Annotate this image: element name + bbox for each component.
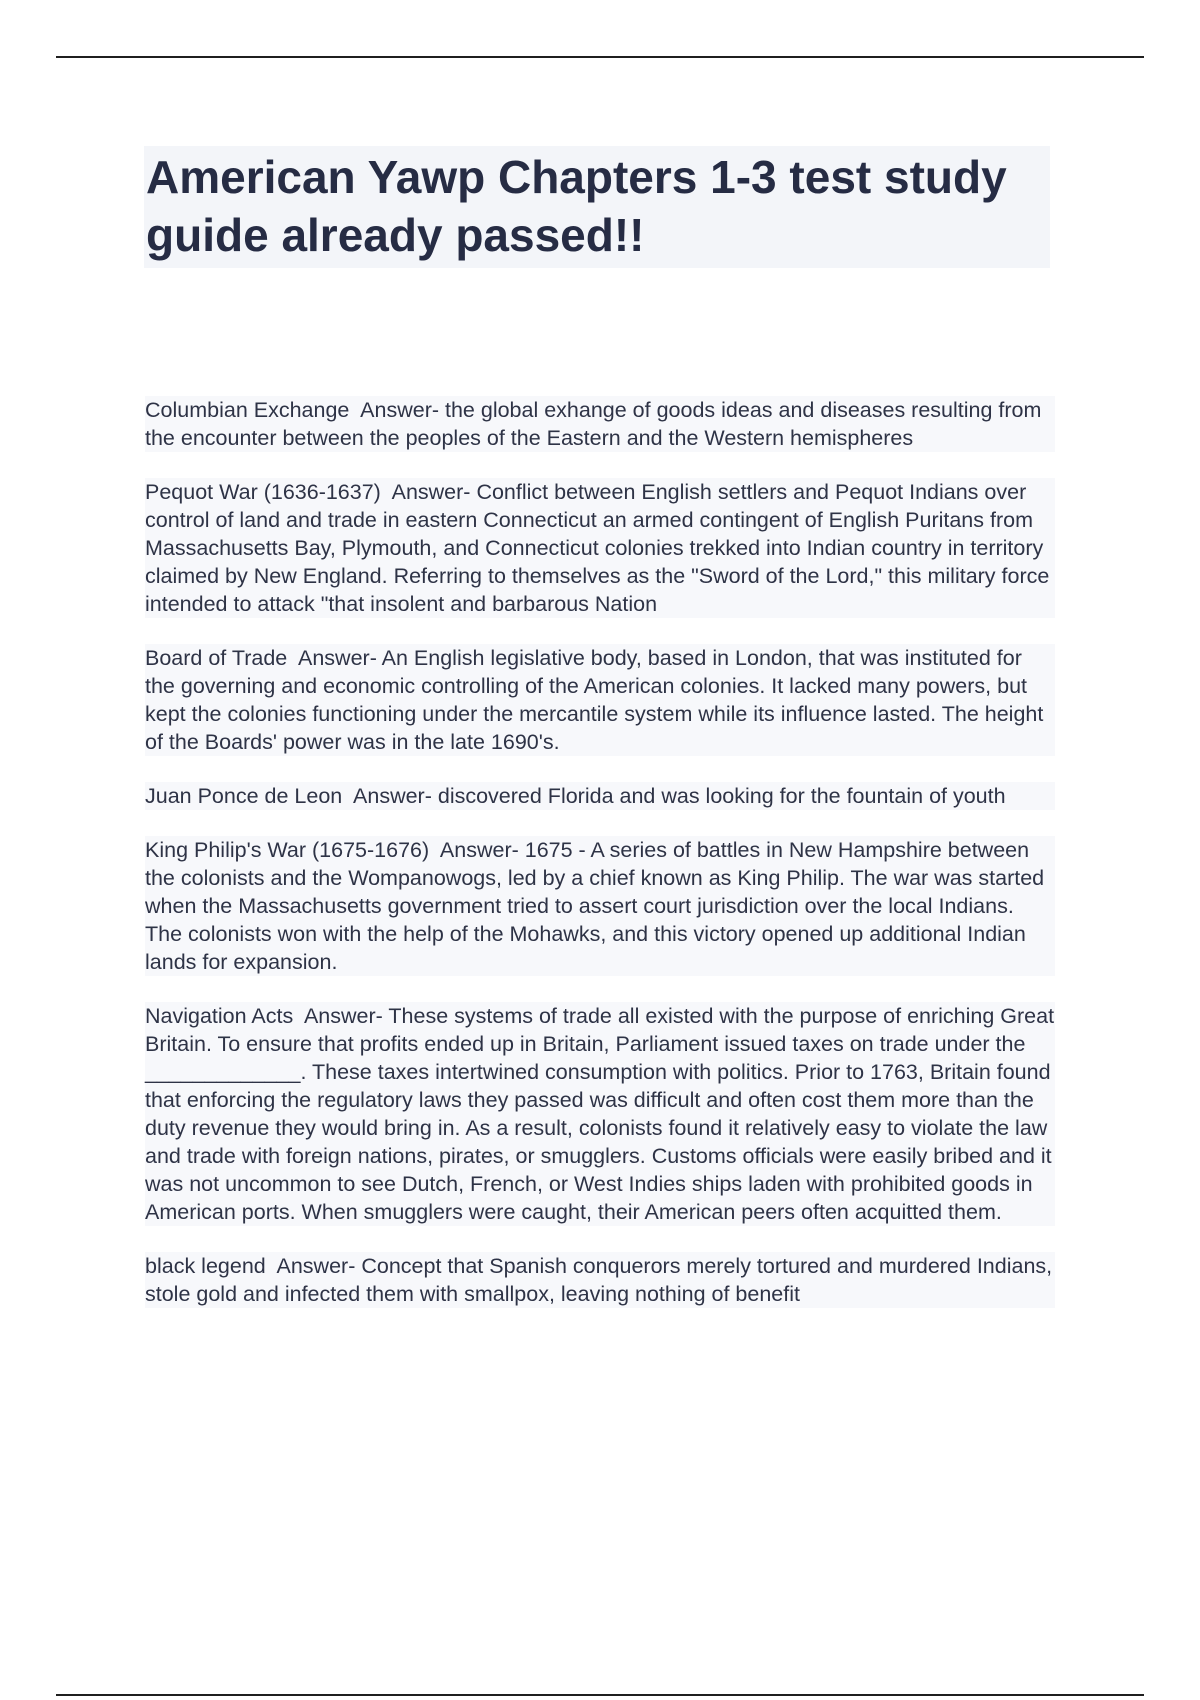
entry-answer-label: Answer- <box>353 784 432 808</box>
entry-king-philips-war <box>145 836 1055 976</box>
entry-board-of-trade <box>145 644 1055 756</box>
entry-juan-ponce-de-leon <box>145 782 1055 810</box>
entry-term: black legend <box>145 1254 266 1278</box>
entry-definition: 1675 - A series of battles in New Hampshire between the colonists and the Wompanowogs, led by a chief known as King Philip. The war was started when the Massachusetts government tried to assert court jurisdiction over the local Indians. The colonists won with the help of the Mohawks, and this victory opened up additional Indian lands for expansion. <box>145 838 1045 974</box>
document-title: American Yawp Chapters 1-3 test study guide already passed!! <box>146 151 1007 261</box>
bottom-rule <box>56 1694 1144 1696</box>
entry-term: Board of Trade <box>145 646 288 670</box>
entry-answer-label: Answer- <box>276 1254 356 1278</box>
entry-term: Navigation Acts <box>145 1004 294 1028</box>
entry-columbian-exchange <box>145 396 1055 452</box>
entry-answer-label: Answer- <box>439 838 519 862</box>
study-guide-entries <box>145 396 1055 1334</box>
entry-term: Columbian Exchange <box>145 398 350 422</box>
title-block <box>144 146 1050 268</box>
entry-navigation-acts <box>145 1002 1055 1226</box>
entry-pequot-war <box>145 478 1055 618</box>
entry-answer-label: Answer- <box>298 646 377 670</box>
entry-term: Pequot War (1636-1637) <box>145 480 381 504</box>
entry-term: King Philip's War (1675-1676) <box>145 838 430 862</box>
entry-black-legend <box>145 1252 1055 1308</box>
entry-definition: An English legislative body, based in London, that was instituted for the governing and economic controlling of the American colonies. It lacked many powers, but kept the colonies functioning under the mercantile system while its influence lasted. The height of the Boards' power was in the late 1690's. <box>145 646 1044 754</box>
entry-answer-label: Answer- <box>360 398 440 422</box>
top-rule <box>56 56 1144 58</box>
entry-definition: Conflict between English settlers and Pequot Indians over control of land and trade in eastern Connecticut an armed contingent of English Puritans from Massachusetts Bay, Plymouth, and Connecticut colonies trekked into Indian country in territory claimed by New England. Referring to themselves as the "Sword of the Lord," this military force intended to attack "that insolent and barbarous Nation <box>145 480 1050 616</box>
entry-term: Juan Ponce de Leon <box>145 784 343 808</box>
entry-definition: the global exhange of goods ideas and diseases resulting from the encounter between the peoples of the Eastern and the Western hemispheres <box>145 398 1042 450</box>
entry-definition: discovered Florida and was looking for the fountain of youth <box>437 784 1006 808</box>
entry-answer-label: Answer- <box>303 1004 383 1028</box>
entry-definition: These systems of trade all existed with the purpose of enriching Great Britain. To ensure that profits ended up in Britain, Parliament issued taxes on trade under the _____________. These taxes intertwined consumption with politics. Prior to 1763, Britain found that enforcing the regulatory laws they passed was difficult and often cost them more than the duty revenue they would bring in. As a result, colonists found it relatively easy to violate the law and trade with foreign nations, pirates, or smugglers. Customs officials were easily bribed and it was not uncommon to see Dutch, French, or West Indies ships laden with prohibited goods in American ports. When smugglers were caught, their American peers often acquitted them. <box>145 1004 1055 1224</box>
entry-answer-label: Answer- <box>391 480 471 504</box>
entry-definition: Concept that Spanish conquerors merely tortured and murdered Indians, stole gold and infected them with smallpox, leaving nothing of benefit <box>145 1254 1053 1306</box>
